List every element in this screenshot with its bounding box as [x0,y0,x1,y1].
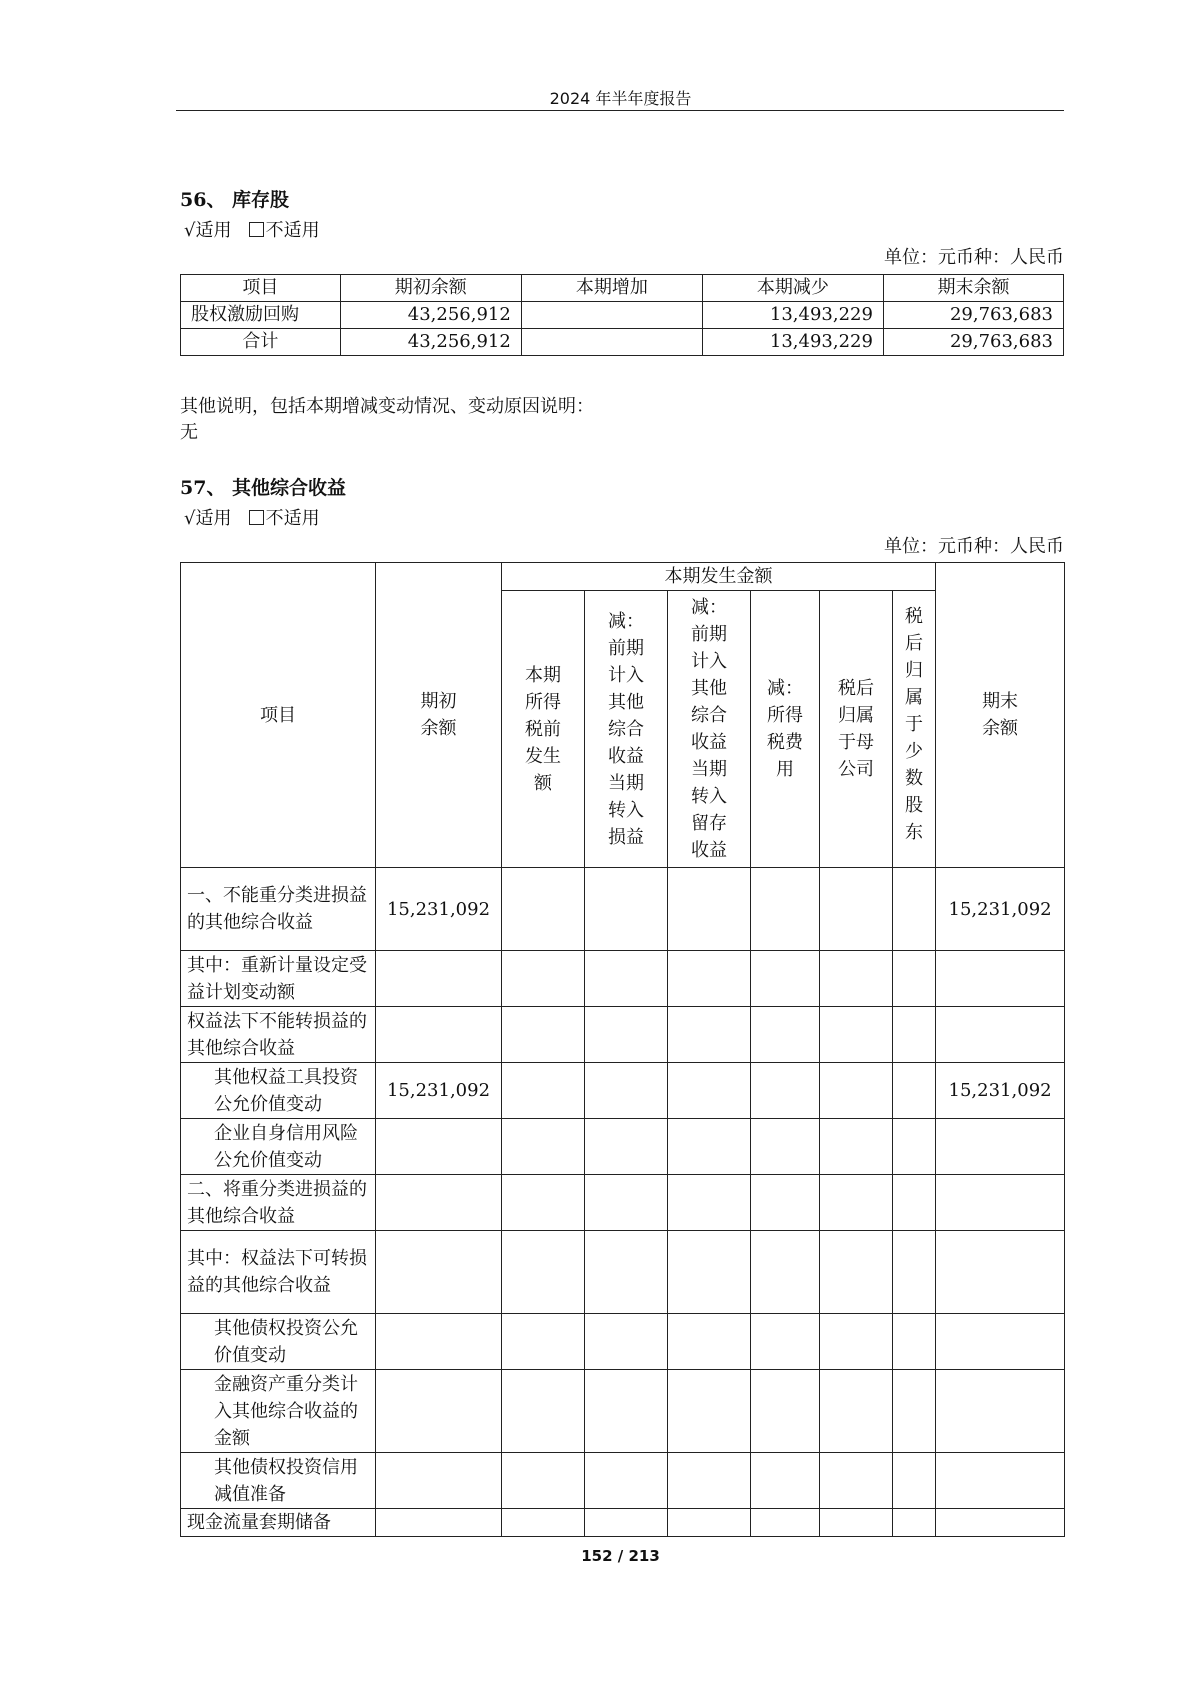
opening-balance-cell [376,1314,502,1370]
table-cell [502,1453,585,1509]
table-row [181,1063,1065,1119]
table-cell [502,1063,585,1119]
opening-balance-cell [376,1007,502,1063]
table-cell: 43,256,912 [340,329,521,356]
table-cell [820,1007,893,1063]
column-header: 期末余额 [936,563,1065,868]
table-row [181,1314,1065,1370]
table-row [181,1453,1065,1509]
table-cell [751,1175,820,1231]
report-header: 2024 年半年度报告 [549,89,692,108]
section-56-title: 56、 库存股 [180,189,290,211]
table-row [181,1509,1065,1537]
closing-balance-cell [936,1509,1065,1537]
opening-balance-cell: 15,231,092 [376,1063,502,1119]
table-cell [668,868,751,951]
table-cell [668,1175,751,1231]
column-header: 税后归属于少数股东 [893,591,936,868]
table-cell: 43,256,912 [340,302,521,329]
row-label: 其中：权益法下可转损益的其他综合收益 [181,1231,376,1314]
closing-balance-cell [936,1175,1065,1231]
treasury-stock-table [180,274,1064,356]
column-header: 本期减少 [702,275,883,302]
section-56-note-value: 无 [180,422,198,443]
table-cell [668,1231,751,1314]
row-label: 其他债权投资公允价值变动 [181,1314,376,1370]
table-cell [893,1453,936,1509]
table-cell [585,1119,668,1175]
table-cell [751,1370,820,1453]
section-56-applicability [184,216,320,242]
table-cell: 合计 [181,329,341,356]
table-cell [668,1007,751,1063]
table-cell [668,1119,751,1175]
section-56-note-label: 其他说明，包括本期增减变动情况、变动原因说明： [180,396,594,417]
column-group-header: 本期发生金额 [502,563,936,591]
table-cell [502,1007,585,1063]
table-cell [668,1453,751,1509]
table-cell [751,1453,820,1509]
table-cell [585,1453,668,1509]
row-label: 其中：重新计量设定受益计划变动额 [181,951,376,1007]
opening-balance-cell [376,1453,502,1509]
column-header: 期初余额 [376,563,502,868]
table-cell [893,1119,936,1175]
table-cell [502,951,585,1007]
table-cell [668,951,751,1007]
table-cell [585,1314,668,1370]
table-cell [585,1231,668,1314]
table-cell [585,1509,668,1537]
closing-balance-cell [936,1370,1065,1453]
table-cell [668,1314,751,1370]
column-header: 期末余额 [883,275,1063,302]
opening-balance-cell [376,1175,502,1231]
table-cell [502,1314,585,1370]
closing-balance-cell [936,1007,1065,1063]
column-header: 本期增加 [521,275,702,302]
opening-balance-cell [376,1119,502,1175]
table-header-row [181,563,1065,591]
other-comprehensive-income-table [180,562,1065,1537]
table-cell [751,1231,820,1314]
column-header: 项目 [181,563,376,868]
table-row [181,1370,1065,1453]
table-cell [502,1175,585,1231]
table-row [181,951,1065,1007]
row-label: 企业自身信用风险公允价值变动 [181,1119,376,1175]
table-cell [893,1314,936,1370]
table-cell [668,1370,751,1453]
page-number: 152 / 213 [581,1547,660,1565]
table-cell [585,951,668,1007]
closing-balance-cell [936,1119,1065,1175]
table-cell [820,1370,893,1453]
row-label: 二、将重分类进损益的其他综合收益 [181,1175,376,1231]
table-cell [893,868,936,951]
table-cell [893,1370,936,1453]
table-cell [820,951,893,1007]
table-cell [751,1063,820,1119]
table-cell [893,951,936,1007]
row-label: 金融资产重分类计入其他综合收益的金额 [181,1370,376,1453]
applicable-mark: √适用 [184,220,232,241]
table-total-row [181,329,1064,356]
section-56-unit: 单位：元币种：人民币 [884,247,1064,268]
checkbox-icon [249,222,264,237]
table-cell [820,1231,893,1314]
opening-balance-cell [376,1509,502,1537]
opening-balance-cell [376,1370,502,1453]
column-header: 减：前期计入其他综合收益当期转入损益 [585,591,668,868]
table-cell [820,1063,893,1119]
opening-balance-cell [376,1231,502,1314]
header-divider [176,110,1064,111]
table-cell [751,868,820,951]
table-cell [502,1509,585,1537]
table-cell: 29,763,683 [883,329,1063,356]
table-cell [585,1063,668,1119]
table-header-row [181,275,1064,302]
table-cell: 13,493,229 [702,329,883,356]
table-row [181,1175,1065,1231]
opening-balance-cell [376,951,502,1007]
closing-balance-cell [936,1453,1065,1509]
table-row [181,302,1064,329]
row-label: 其他债权投资信用减值准备 [181,1453,376,1509]
closing-balance-cell: 15,231,092 [936,1063,1065,1119]
table-cell [585,1007,668,1063]
table-row [181,1119,1065,1175]
column-header: 期初余额 [340,275,521,302]
column-header: 本期所得税前发生额 [502,591,585,868]
table-cell [751,1007,820,1063]
table-cell [585,868,668,951]
table-cell [893,1509,936,1537]
not-applicable-label: 不适用 [265,508,320,529]
table-cell [820,1314,893,1370]
closing-balance-cell [936,1231,1065,1314]
section-57-applicability [184,504,320,530]
table-cell [820,868,893,951]
table-row [181,1007,1065,1063]
table-cell [585,1370,668,1453]
table-cell [893,1175,936,1231]
table-cell [502,1231,585,1314]
table-cell [502,868,585,951]
not-applicable-label: 不适用 [265,220,320,241]
table-cell [751,1509,820,1537]
section-57-unit: 单位：元币种：人民币 [884,536,1064,557]
table-cell: 29,763,683 [883,302,1063,329]
column-header: 减：前期计入其他综合收益当期转入留存收益 [668,591,751,868]
row-label: 权益法下不能转损益的其他综合收益 [181,1007,376,1063]
table-cell [893,1007,936,1063]
closing-balance-cell: 15,231,092 [936,868,1065,951]
table-cell: 股权激励回购 [181,302,341,329]
table-row [181,868,1065,951]
column-header: 税后归属于母公司 [820,591,893,868]
table-cell [820,1119,893,1175]
table-cell [668,1509,751,1537]
table-cell [893,1063,936,1119]
row-label: 现金流量套期储备 [181,1509,376,1537]
table-cell [502,1370,585,1453]
opening-balance-cell: 15,231,092 [376,868,502,951]
table-cell [820,1509,893,1537]
table-cell [893,1231,936,1314]
applicable-mark: √适用 [184,508,232,529]
table-cell [820,1453,893,1509]
table-cell [668,1063,751,1119]
table-cell: 13,493,229 [702,302,883,329]
row-label: 其他权益工具投资公允价值变动 [181,1063,376,1119]
row-label: 一、不能重分类进损益的其他综合收益 [181,868,376,951]
table-cell [751,951,820,1007]
table-cell [502,1119,585,1175]
table-cell [820,1175,893,1231]
section-57-title: 57、 其他综合收益 [180,477,347,499]
table-cell [521,302,702,329]
table-row [181,1231,1065,1314]
closing-balance-cell [936,951,1065,1007]
checkbox-icon [249,510,264,525]
table-cell [521,329,702,356]
table-cell [585,1175,668,1231]
table-cell [751,1314,820,1370]
closing-balance-cell [936,1314,1065,1370]
table-cell [751,1119,820,1175]
column-header: 减：所得税费用 [751,591,820,868]
column-header: 项目 [181,275,341,302]
